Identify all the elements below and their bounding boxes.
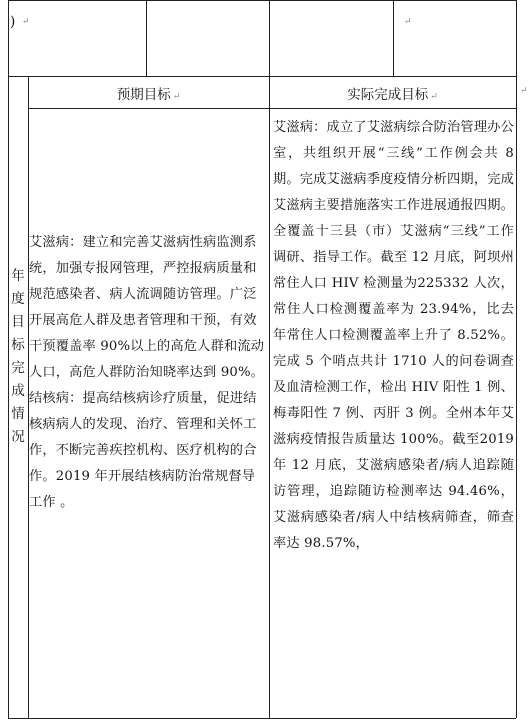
top-col-divider-1: [146, 0, 147, 76]
planned-tb-paragraph: 结核病：提高结核病诊疗质量，促进结核病病人的发现、治疗、管理和关怀工作，不断完善疾控机构、医疗机构的合作。2019 年开展结核病防治常规督导工作 。: [29, 391, 257, 510]
row-end-mark: ↵: [520, 86, 528, 96]
table-top-border: [8, 0, 516, 1]
side-label-annual-goal: 年度目标完成情况: [11, 268, 25, 445]
cell-end-mark: ↵: [22, 17, 30, 27]
header-planned: [28, 83, 269, 103]
row-divider-top: [8, 76, 516, 77]
cell-end-mark: ↵: [172, 92, 181, 102]
top-left-fragment: ): [10, 14, 16, 30]
center-column-divider: [269, 0, 270, 718]
table-bottom-border: [8, 718, 516, 719]
table-left-border: [8, 0, 9, 718]
actual-results-cell: [273, 115, 514, 715]
actual-aids-paragraph: 艾滋病：成立了艾滋病综合防治管理办公室，共组织开展“三线”工作例会共 8 期。完成艾滋病季度疫情分析四期，完成艾滋病主要措施落实工作进展通报四期。全覆盖十三县（市）艾滋病“三线”工作调研、指导工作。截至 12 月底，阿坝州常住人口 HIV 检测量为225332 人次，常住人口检测覆盖率为 23.94%，比去年常住人口检测覆盖率上升了 8.52%。完成 5 个哨点共计 1710 人的问卷调查及血清检测工作，检出 HIV 阳性 1 例、梅毒阳性 7 例、丙肝 3 例。全州本年艾滋病疫情报告质量达 100%。截至2019 年 12 月底，艾滋病感染者/病人追踪随访管理，追踪随访检测率达 94.46%，艾滋病感染者/病人中结核病筛查，筛查率达 98.57%，: [273, 120, 514, 551]
table-right-border: [516, 0, 517, 718]
header-planned-label: 预期目标: [116, 87, 171, 103]
top-col-divider-3: [393, 0, 394, 76]
cell-end-mark: ↵: [430, 92, 438, 102]
planned-aids-paragraph: 艾滋病：建立和完善艾滋病性病监测系统，加强专报网管理，严控报病质量和规范感染者、病人流调随访管理。广泛开展高危人群及患者管理和干预，有效干预覆盖率 90%以上的高危人群和流动人口，高危人群防治知晓率达到 90%。: [29, 235, 265, 380]
cell-end-mark: ↵: [404, 17, 412, 27]
header-actual-label: 实际完成目标: [347, 87, 429, 103]
planned-goals-cell: [29, 230, 267, 516]
header-row-bottom: [28, 108, 516, 109]
header-actual: [269, 83, 516, 103]
